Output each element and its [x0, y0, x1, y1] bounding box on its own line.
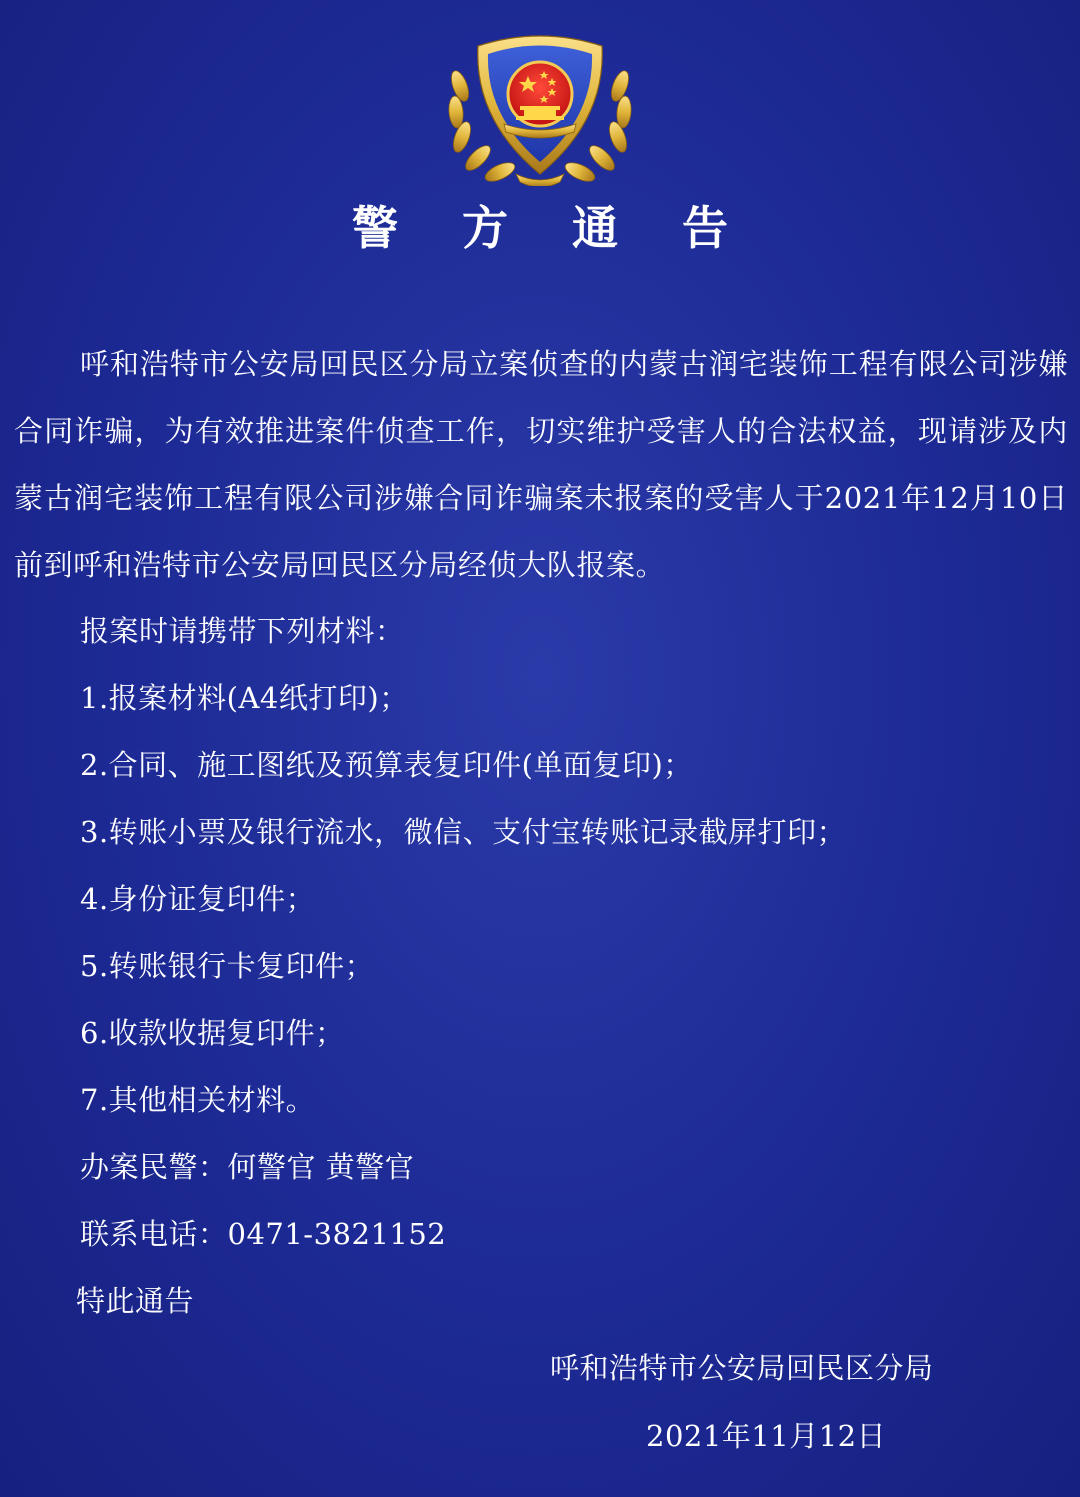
material-item: 7.其他相关材料。	[80, 1083, 316, 1117]
officers-line: 办案民警：何警官 黄警官	[80, 1150, 415, 1184]
material-item: 5.转账银行卡复印件；	[80, 949, 375, 983]
materials-intro: 报案时请携带下列材料：	[80, 614, 405, 648]
phone-line: 联系电话：0471-3821152	[80, 1217, 447, 1251]
closing-line: 特此通告	[76, 1284, 195, 1318]
material-item: 2.合同、施工图纸及预算表复印件(单面复印)；	[80, 748, 693, 782]
material-item: 4.身份证复印件；	[80, 882, 316, 916]
material-item: 1.报案材料(A4纸打印)；	[80, 681, 409, 715]
material-item: 6.收款收据复印件；	[80, 1016, 345, 1050]
notice-body: 呼和浩特市公安局回民区分局立案侦查的内蒙古润宅装饰工程有限公司涉嫌合同诈骗，为有效推进案件侦查工作，切实维护受害人的合法权益，现请涉及内蒙古润宅装饰工程有限公司涉嫌合同诈骗案未报案的受害人于2021年12月10日前到呼和浩特市公安局回民区分局经侦大队报案。	[14, 347, 1068, 582]
notice-title: 警 方 通 告	[351, 201, 753, 255]
material-item: 3.转账小票及银行流水，微信、支付宝转账记录截屏打印；	[80, 815, 847, 849]
issue-date: 2021年11月12日	[646, 1419, 887, 1453]
issuer-signature: 呼和浩特市公安局回民区分局	[550, 1351, 934, 1385]
police-emblem-icon	[438, 24, 642, 186]
